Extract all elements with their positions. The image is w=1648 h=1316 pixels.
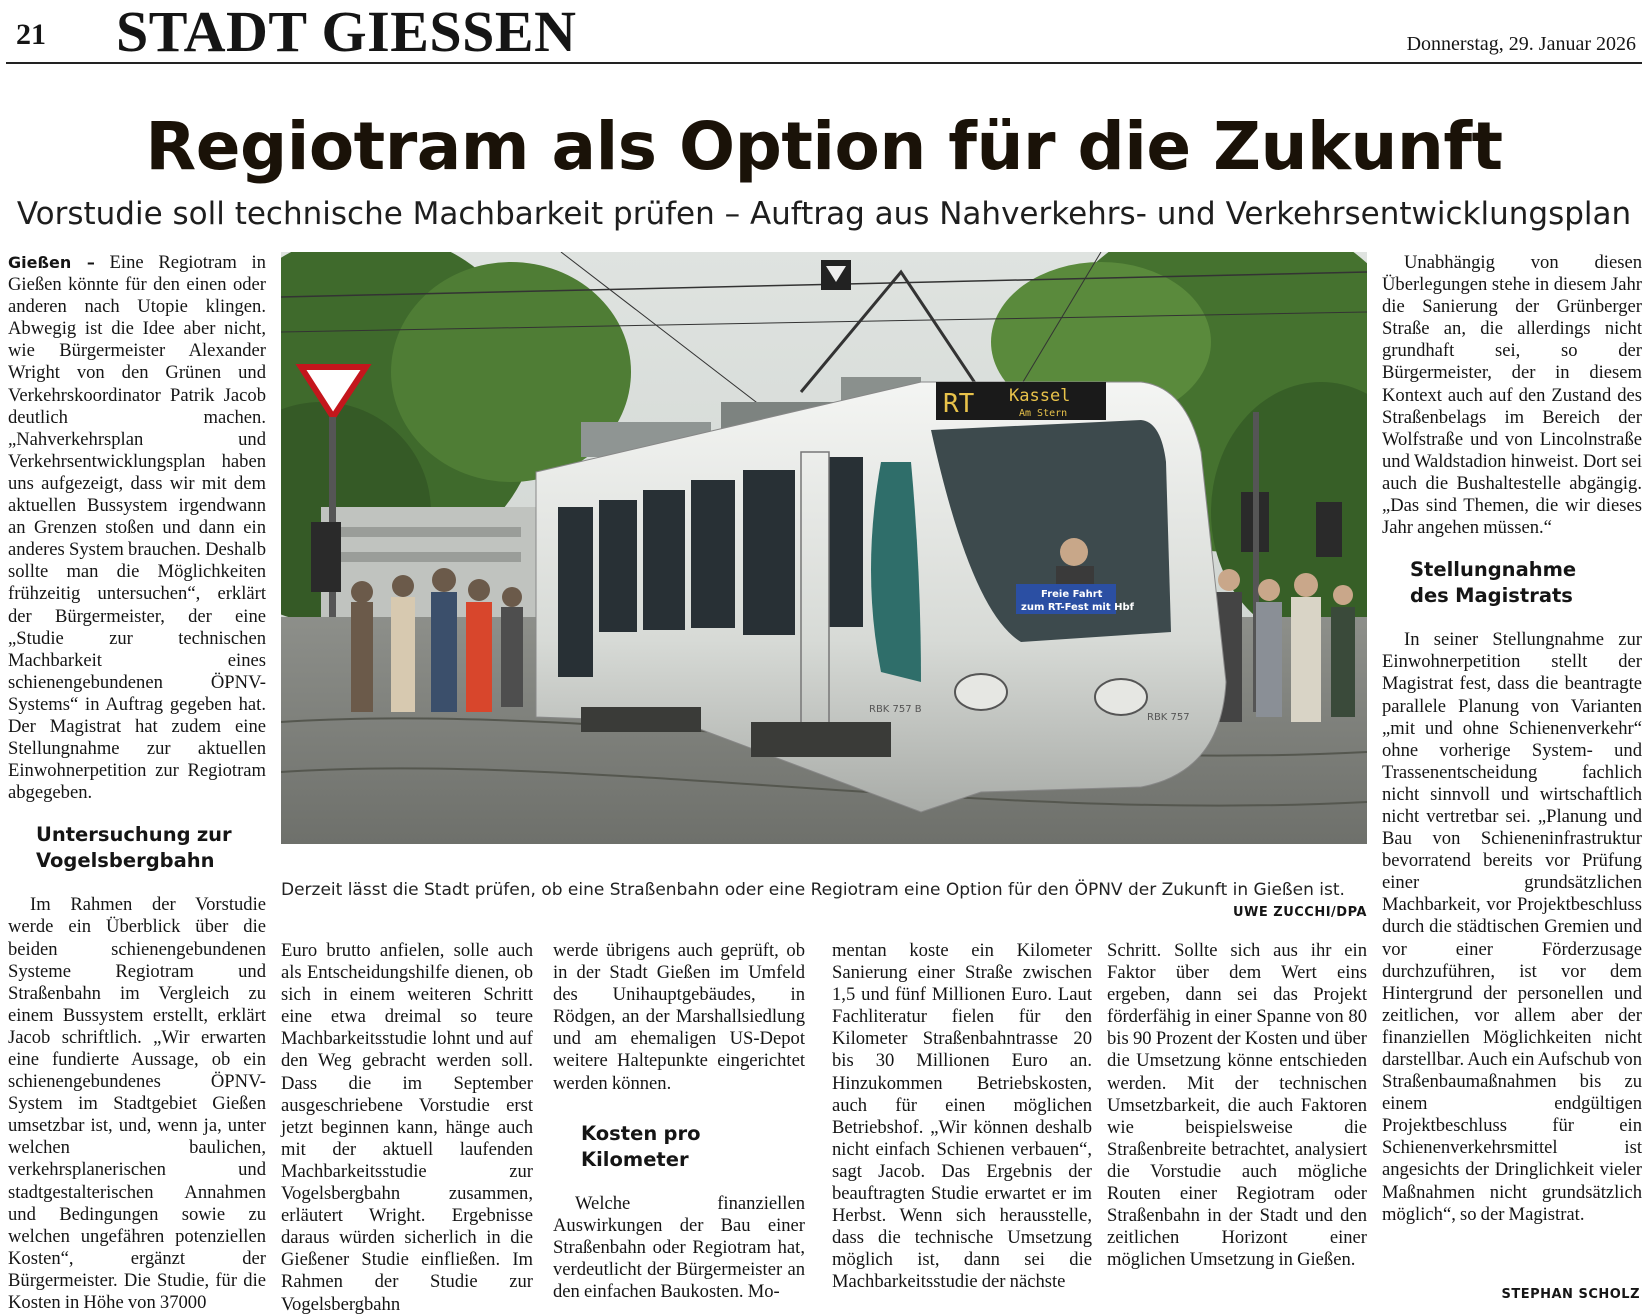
column-6 [1382,252,1642,1282]
lead-paragraph [8,252,266,804]
tram-photo [281,252,1367,844]
column-1 [8,252,266,1314]
body-paragraph: Schritt. Sollte sich aus ihr ein Faktor über dem Wert eins ergeben, dann sei das Projekt förderfähig in einer Spanne von 80 bis 90 Prozent der Kosten und über die Umsetzung könne entschieden werden. Mit der technischen Umsetzbarkeit, die auch Faktoren wie beispielsweise die Straßenbreite betrachtet, analysiert die Vorstudie auch mögliche Routen einer Regiotram oder Straßenbahn in der Stadt und den zeitlichen Horizont einer möglichen Umsetzung in Gießen. [1107,940,1367,1271]
issue-date: Donnerstag, 29. Januar 2026 [1406,33,1636,55]
body-paragraph: In seiner Stellungnahme zur Einwohnerpetition stellt der Magistrat fest, dass die beantragte parallele Planung von Varianten „mit und ohne Schienenverkehr“ ohne vorherige System- und Trassenentscheidung fachlich nicht sinnvoll und wirtschaftlich nicht vertretbar sei. „Planung und Bau von Schieneninfrastruktur bevorratend bereits vor Prüfung einer grundsätzlichen Machbarkeit, vor Projektbeschluss durch die städtischen Gremien und vor einer Förderzusage durchzuführen, ist vor dem Hintergrund der personellen und zeitlichen, vor allem aber der finanziellen Möglichkeiten nicht darstellbar. Auch ein Aufschub von Straßenbaumaßnahmen bis zu einem endgültigen Projektbeschluss für ein Schienenverkehrsmittel ist angesichts der Dringlichkeit vieler Maßnahmen nicht grundsätzlich möglich“, so der Magistrat. [1382,629,1642,1225]
column-4 [832,940,1092,1294]
section-title: STADT GIESSEN [116,0,577,64]
dateline: Gießen – [8,253,95,272]
subhead-kosten: Kosten pro Kilometer [581,1121,701,1171]
column-5 [1107,940,1367,1271]
subhead-vogelsbergbahn: Untersuchung zur Vogelsbergbahn [36,823,232,873]
masthead [6,0,1642,64]
body-paragraph: Im Rahmen der Vorstudie werde ein Überblick über die beiden schienengebundenen Systeme Regiotram und Straßenbahn im Vergleich zu einem Bussystem erstellt, erklärt Jacob schriftlich. „Wir erwarten eine fundierte Aussage, ob ein schienengebundenes ÖPNV-System im Stadtgebiet Gießen umsetzbar ist, und, wenn ja, unter welchen baulichen, verkehrsplanerischen und stadtgestalterischen Annahmen und Bedingungen sowie zu welchen ungefähren potenziellen Kosten“, ergänzt der Bürgermeister. Die Studie, für die Kosten in Höhe von 37000 [8,894,266,1314]
tram-number-side: RBK 757 B [869,704,922,715]
author-byline: STEPHAN SCHOLZ [1501,1287,1640,1302]
body-paragraph: Welche finanziellen Auswirkungen der Bau einer Straßenbahn oder Regiotram hat, verdeutlicht der Bürgermeister an den einfachen Baukosten. Mo- [553,1192,805,1303]
page-number: 21 [16,18,46,51]
photo-caption: Derzeit lässt die Stadt prüfen, ob eine Straßenbahn oder eine Regiotram eine Option für den ÖPNV der Zukunft in Gießen ist. [281,880,1345,900]
body-paragraph: Euro brutto anfielen, solle auch als Entscheidungshilfe dienen, ob sich in einem weiteren Schritt eine etwa dreimal so teure Machbarkeitsstudie lohnt und auf den Weg gebracht werden soll. Dass die im September ausgeschriebene Vorstudie erst jetzt beginnen kann, hänge auch mit der aktuell laufenden Machbarkeitsstudie zur Vogelsbergbahn zusammen, erläutert Wright. Ergebnisse daraus würden sicherlich in die Gießener Studie einfließen. Im Rahmen der Studie zur Vogelsbergbahn [281,940,533,1315]
body-paragraph: mentan koste ein Kilometer Sanierung einer Straße zwischen 1,5 und fünf Millionen Euro. Laut Fachliteratur fielen für den Kilometer Straßenbahntrasse 20 bis 30 Millionen Euro an. Hinzukommen Betriebskosten, auch für einen möglichen Betriebshof. „Wir können deshalb nicht einfach Schienen verbauen“, sagt Jacob. Das Ergebnis der beauftragten Studie erwartet er im Herbst. Wenn sich herausstelle, dass die technische Umsetzung möglich ist, dann sei die Machbarkeitsstudie der nächste [832,940,1092,1293]
subheadline: Vorstudie soll technische Machbarkeit prüfen – Auftrag aus Nahverkehrs- und Verkehrsentwicklungsplan [16,196,1632,232]
tram-destination-sub: Am Stern [1019,408,1068,419]
tram-illustration [281,252,1367,844]
photo-credit: UWE ZUCCHI/DPA [1232,905,1367,920]
tram-banner-line1: Freie Fahrt [1041,589,1103,600]
headline: Regiotram als Option für die Zukunft [145,108,1503,185]
lead-text: Eine Regiotram in Gießen könnte für den einen oder anderen nach Utopie klingen. Abwegig ist die Idee aber nicht, wie Bürgermeister Alexander Wright von den Grünen und Verkehrskoordinator Patrik Jacob deutlich machen. „Nahverkehrsplan und Verkehrsentwicklungsplan haben uns aufgezeigt, dass wir mit dem aktuellen Bussystem irgendwann an Grenzen stoßen und dann ein anderes System brauchen. Deshalb sollte man die Möglichkeiten frühzeitig untersuchen“, erklärt der Bürgermeister, der eine „Studie zur technischen Machbarkeit eines schienengebundenen ÖPNV-Systems“ in Auftrag gegeben hat. Der Magistrat hat zudem eine Stellungnahme zur aktuellen Einwohnerpetition zur Regiotram abgegeben. [8,252,266,804]
tram-destination: Kassel [1009,386,1071,406]
column-2 [281,940,533,1316]
column-3 [553,940,805,1303]
body-paragraph: Unabhängig von diesen Überlegungen stehe in diesem Jahr die Sanierung der Grünberger Straße an, die allerdings nicht grundhaft sei, so der Bürgermeister, der in diesem Kontext auch auf den Zustand des Straßenbelags im Bereich der Wolfstraße und von Lincolnstraße und Waldstadion hinweist. Dort sei auch die Bushaltestelle abgängig. „Das sind Themen, die wir dieses Jahr angehen müssen.“ [1382,252,1642,539]
body-paragraph: werde übrigens auch geprüft, ob in der Stadt Gießen im Umfeld des Unihauptgebäudes, in Rödgen, an der Marshallsiedlung und am ehemaligen US-Depot weitere Haltepunkte eingerichtet werden können. [553,940,805,1094]
tram-banner-line2: zum RT-Fest mit Hbf [1021,602,1135,613]
tram-number-front: RBK 757 [1147,712,1190,723]
subhead-magistrat: Stellungnahme des Magistrats [1410,558,1577,608]
tram-route-code: RT [943,389,975,419]
